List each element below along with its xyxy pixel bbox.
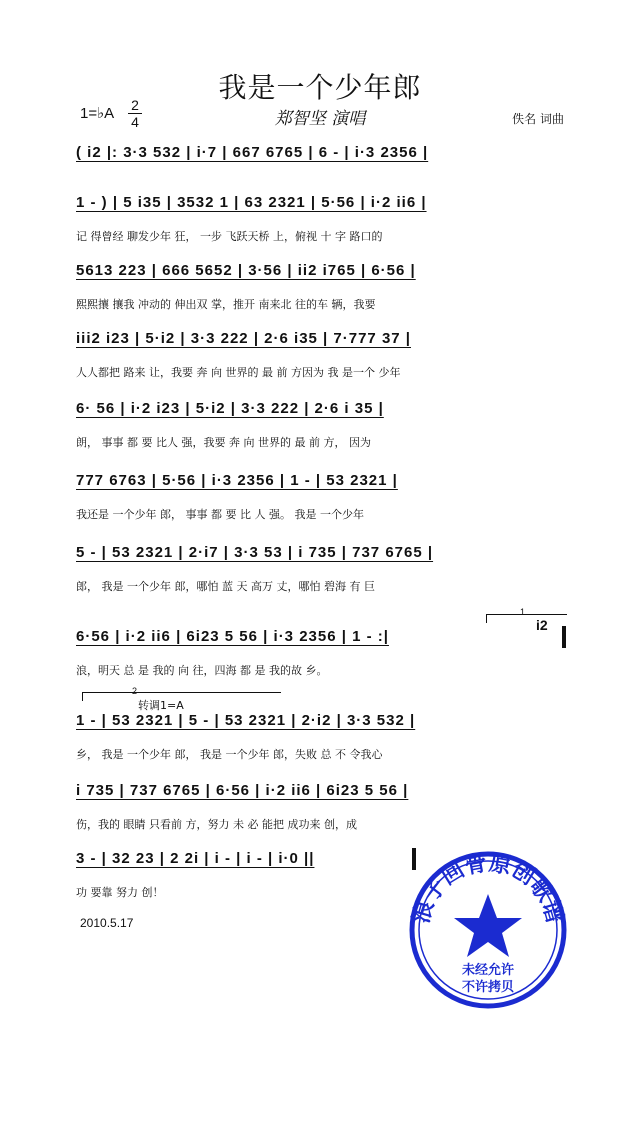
first-ending-label: 1	[520, 607, 526, 617]
lyrics-line: 郎， 我是 一个少年 郎，哪怕 蓝 天 高万 丈，哪怕 碧海 有 巨	[76, 580, 375, 593]
lyrics-line: 朗， 事事 都 要 比人 强，我要 奔 向 世界的 最 前 方， 因为	[76, 436, 371, 449]
modulation-mark: 转调1=A	[138, 699, 184, 712]
notation-line: 1 - ) | 5 i35 | 3532 1 | 63 2321 | 5·56 | i·2 ii6 |	[76, 194, 427, 211]
notation-line: 777 6763 | 5·56 | i·3 2356 | 1 - | 53 2321 |	[76, 472, 398, 489]
first-ending-notes: i2	[536, 617, 548, 633]
date: 2010.5.17	[80, 916, 134, 930]
copyright-stamp	[408, 850, 568, 1010]
page-title: 我是一个少年郎	[218, 71, 422, 104]
time-signature-bottom: 4	[131, 114, 139, 130]
second-ending-label: 2	[132, 686, 138, 696]
lyrics-line: 浪，明天 总 是 我的 向 往，四海 都 是 我的故 乡。	[76, 664, 328, 677]
credit: 佚名 词曲	[512, 112, 564, 126]
lyrics-line: 人人都把 路来 让，我要 奔 向 世界的 最 前 方因为 我 是一个 少年	[76, 366, 401, 379]
notation-line: 6·56 | i·2 ii6 | 6i23 5 56 | i·3 2356 | 1 - :|	[76, 628, 389, 645]
lyrics-line: 伤，我的 眼睛 只看前 方，努力 未 必 能把 成功来 创，成	[76, 818, 357, 831]
notation-line: 5613 223 | 666 5652 | 3·56 | ii2 i765 | 6·56 |	[76, 262, 416, 279]
notation-line: 5 - | 53 2321 | 2·i7 | 3·3 53 | i 735 | 737 6765 |	[76, 544, 434, 561]
lyrics-line: 乡， 我是 一个少年 郎， 我是 一个少年 郎，失败 总 不 令我心	[76, 748, 383, 761]
repeat-barline	[562, 626, 566, 648]
first-ending-bracket	[486, 614, 567, 623]
notation-line: 6· 56 | i·2 i23 | 5·i2 | 3·3 222 | 2·6 i 35 |	[76, 400, 384, 417]
notation-line: ( i2 |: 3·3 532 | i·7 | 667 6765 | 6 - | i·3 2356 |	[76, 144, 429, 161]
stamp-line-1: 未经允许	[461, 963, 515, 978]
performer: 郑智坚 演唱	[274, 109, 366, 129]
stamp-ring-text: 浪子回骨原创歌谱	[409, 850, 567, 927]
lyrics-line: 我还是 一个少年 郎， 事事 都 要 比 人 强。 我是 一个少年	[76, 508, 364, 521]
time-signature-top: 2	[131, 97, 139, 113]
star-icon	[454, 894, 522, 957]
key-signature: 1=♭A	[80, 105, 115, 122]
stamp-line-2: 不许拷贝	[461, 980, 515, 995]
notation-line: 3 - | 32 23 | 2 2i | i - | i - | i·0 ||	[76, 850, 315, 867]
lyrics-line: 熙熙攘 攘我 冲动的 伸出双 掌，推开 南来北 往的车 辆，我要	[76, 298, 376, 311]
lyrics-line: 记 得曾经 聊发少年 狂， 一步 飞跃天桥 上，俯视 十 字 路口的	[76, 230, 383, 243]
lyrics-line: 功 要靠 努力 创！	[76, 886, 164, 899]
notation-line: iii2 i23 | 5·i2 | 3·3 222 | 2·6 i35 | 7·777 37 |	[76, 330, 411, 347]
notation-line: i 735 | 737 6765 | 6·56 | i·2 ii6 | 6i23 5 56 |	[76, 782, 409, 799]
notation-line: 1 - | 53 2321 | 5 - | 53 2321 | 2·i2 | 3·3 532 |	[76, 712, 416, 729]
